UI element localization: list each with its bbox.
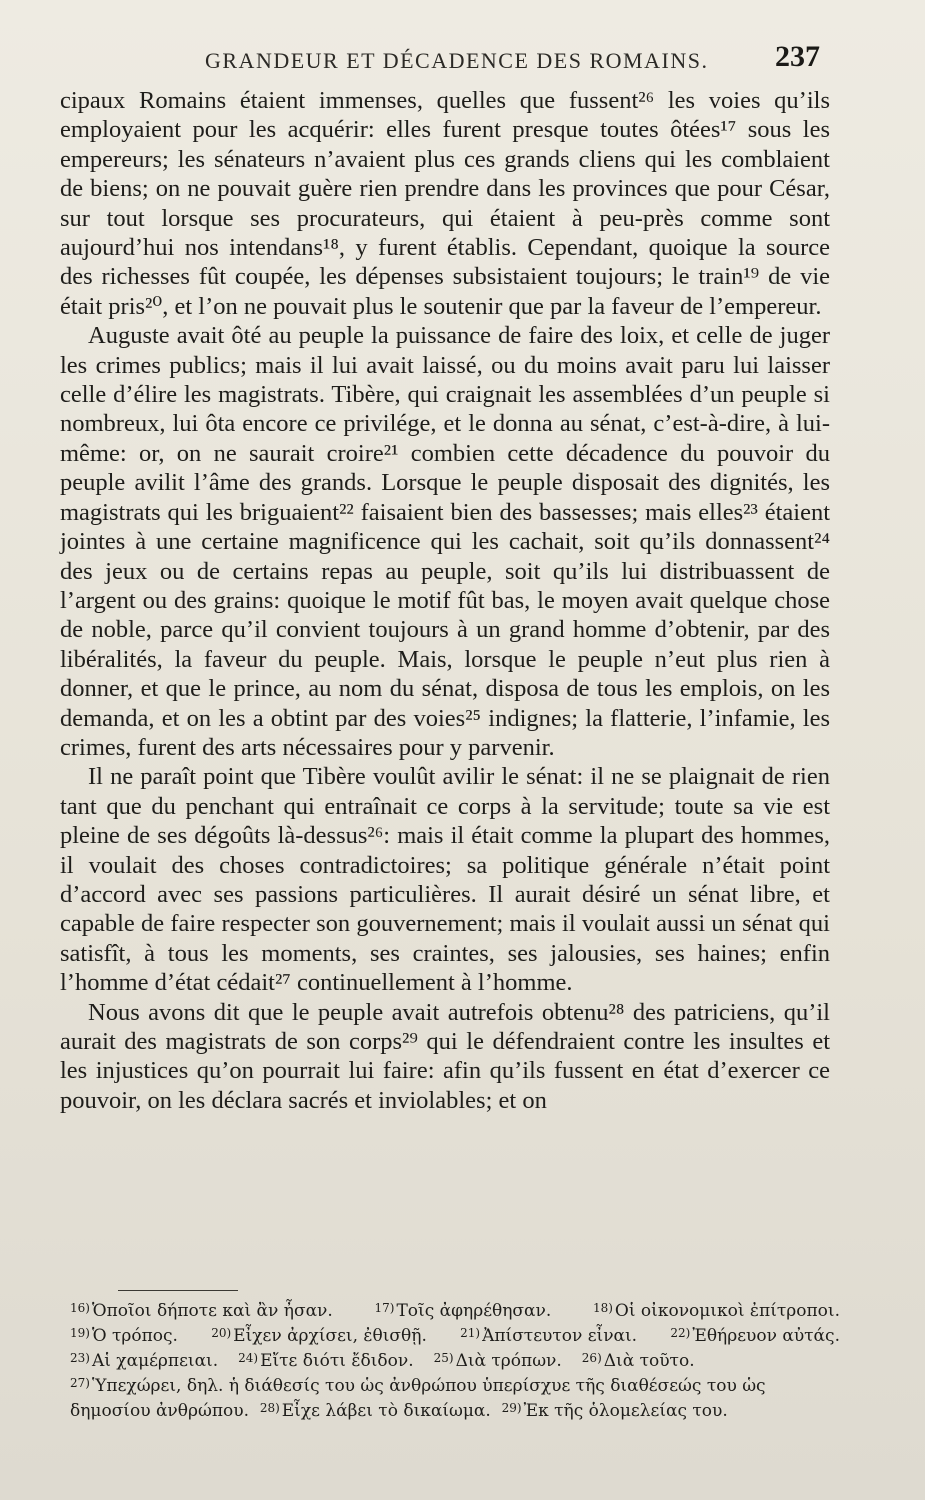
footnote-16: $^{16)}$ Ὁποῖοι δήποτε καὶ ἂν ἦσαν. [70, 1301, 333, 1321]
footnote-28: $^{28)}$ Εἶχε λάβει τὸ δικαίωμα. [259, 1401, 491, 1421]
footnote-19: $^{19)}$ Ὁ τρόπος. [70, 1326, 178, 1346]
running-head: GRANDEUR ET DÉCADENCE DES ROMAINS. [205, 48, 709, 73]
footnote-29: $^{29)}$ Ἐκ τῆς ὁλομελείας του. [501, 1401, 728, 1421]
main-text [60, 86, 830, 1115]
paragraph-1: cipaux Romains étaient immenses, quelles que fussent²⁶ les voies qu’ils employaient pour les acquérir: elles furent presque toutes ôtées¹⁷ sous les empereurs; les sénateurs n’avaient plus ces grands cliens qui les comblaient de biens; on ne pouvait guère rien prendre dans les provinces que pour César, sur tout lorsque ses procurateurs, qui étaient à peu-près comme sont aujourd’hui nos intendans¹⁸, y furent établis. Cependant, quoique la source des richesses fût coupée, les dépenses subsistaient toujours; le train¹⁹ de vie était pris²⁰, et l’on ne pouvait plus le soutenir que par la faveur de l’empereur. [60, 87, 830, 320]
page-number: 237 [775, 40, 820, 73]
footnote-27: $^{27)}$ Ὑπεχώρει, δηλ. ἡ διάθεσίς του ὡς ἀνθρώπου ὑπερίσχυε τῆς διαθέσεώς του ὡς δημοσίου ἀνθρώπου. [70, 1376, 766, 1421]
footnote-26: $^{26)}$ Διὰ τοῦτο. [581, 1351, 695, 1371]
footnote-18: $^{18)}$ Οἱ οἰκονομικοὶ ἐπίτροποι. [592, 1301, 840, 1321]
footnote-line [70, 1322, 840, 1347]
paragraph-4: Nous avons dit que le peuple avait autrefois obtenu²⁸ des patriciens, qu’il aurait des magistrats de son corps²⁹ qui le défendraient contre les insultes et les injustices qu’on pourrait lui faire: afin qu’ils fussent en état d’exercer ce pouvoir, on les déclara sacrés et inviolables; et on [60, 998, 830, 1114]
footnote-line [70, 1347, 840, 1372]
footnote-rule [118, 1290, 238, 1291]
footnote-23: $^{23)}$ Αἱ χαμέρπειαι. [70, 1351, 219, 1371]
page-header [60, 38, 820, 78]
footnote-line [70, 1297, 840, 1322]
footnote-line [70, 1372, 840, 1422]
footnotes [70, 1297, 840, 1422]
footnote-25: $^{25)}$ Διὰ τρόπων. [433, 1351, 562, 1371]
footnote-24: $^{24)}$ Εἴτε διότι ἔδιδον. [238, 1351, 414, 1371]
footnote-22: $^{22)}$ Ἐθήρευον αὐτάς. [670, 1326, 840, 1346]
footnote-17: $^{17)}$ Τοῖς ἀφηρέθησαν. [374, 1301, 552, 1321]
footnote-21: $^{21)}$ Ἀπίστευτον εἶναι. [460, 1326, 638, 1346]
paragraph-2: Auguste avait ôté au peuple la puissance de faire des loix, et celle de juger les crimes publics; mais il lui avait laissé, ou du moins avait paru lui laisser celle d’élire les magistrats. Tibère, qui craignait les assemblées d’un peuple si nombreux, lui ôta encore ce privilége, et le donna au sénat, c’est-à-dire, à lui-même: or, on ne saurait croire²¹ combien cette décadence du pouvoir du peuple avilit l’âme des grands. Lorsque le peuple disposait des dignités, les magistrats qui les briguaient²² faisaient bien des bassesses; mais elles²³ étaient jointes à une certaine magnificence qui les cachait, soit qu’ils donnassent²⁴ des jeux ou de certains repas au peuple, soit qu’ils lui distribuassent de l’argent ou des grains: quoique le motif fût bas, le moyen avait quelque chose de noble, parce qu’il convient toujours à un grand homme d’obtenir, par des libéralités, la faveur du peuple. Mais, lorsque le peuple n’eut plus rien à donner, et que le prince, au nom du sénat, disposa de tous les emplois, on les demanda, et on les a obtint par des voies²⁵ indignes; la flatterie, l’infamie, les crimes, furent des arts nécessaires pour y parvenir. [60, 322, 830, 761]
paragraph-3: Il ne paraît point que Tibère voulût avilir le sénat: il ne se plaignait de rien tant que du penchant qui entraînait ce corps à la servitude; toute sa vie est pleine de ses dégoûts là-dessus²⁶: mais il était comme la plupart des hommes, il voulait des choses contradictoires; sa politique générale n’était point d’accord avec ses passions particulières. Il aurait désiré un sénat libre, et capable de faire respecter son gouvernement; mais il voulait aussi un sénat qui satisfît, à tous les moments, ses craintes, ses jalousies, ses haines; enfin l’homme d’état cédait²⁷ continuellement à l’homme. [60, 763, 830, 997]
footnote-20: $^{20)}$ Εἶχεν ἀρχίσει, ἐθισθῇ. [211, 1326, 427, 1346]
